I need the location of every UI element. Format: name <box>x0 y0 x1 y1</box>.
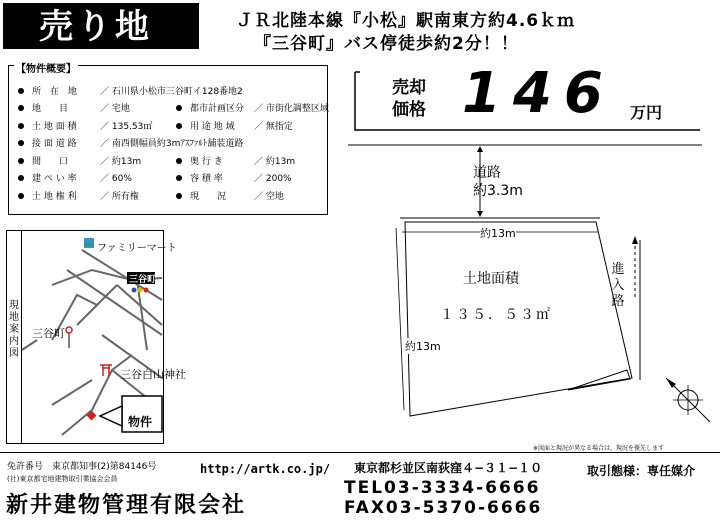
bullet-icon <box>176 193 182 199</box>
plot-diagram <box>340 70 720 455</box>
bullet-icon <box>18 175 24 181</box>
left-dimension: 約13m <box>405 340 441 353</box>
top-dimension: 約13m <box>480 227 516 240</box>
spec-label: 現 況 <box>190 192 227 202</box>
footer-transaction: 取引態様：専任媒介 <box>587 464 696 478</box>
footer-tel[interactable]: TEL03-3334-6666 <box>344 478 541 498</box>
family-mart-icon <box>84 238 94 248</box>
spec-value: ／ 市街化調整区域 <box>254 104 329 114</box>
area-label: 土地面積 <box>463 271 519 287</box>
traffic-signal-icon <box>132 288 149 293</box>
spec-value: ／ 石川県小松市三谷町イ128番地2 <box>100 87 243 97</box>
spec-label: 容 積 率 <box>190 174 223 184</box>
spec-row-right <box>176 101 329 114</box>
footer-fax: FAX03-5370-6666 <box>344 498 543 518</box>
footer-company: 新井建物管理有限会社 <box>6 493 247 518</box>
area-value: １３５．５３㎡ <box>440 307 552 323</box>
compass-icon <box>666 378 710 422</box>
spec-value: ／ 200% <box>254 174 292 184</box>
spec-value: ／ 所有権 <box>100 192 139 202</box>
spec-row-right <box>176 119 293 132</box>
spec-value: ／ 無指定 <box>254 122 293 132</box>
spec-label: 所 在 地 <box>32 87 78 97</box>
property-pointer <box>100 406 122 426</box>
footer-divider <box>0 452 720 453</box>
footer-address: 東京都杉並区南荻窪４−３１−１０ <box>354 461 543 475</box>
headline-station: ＪＲ北陸本線『小松』駅南東方約4.6ｋｍ <box>236 11 576 31</box>
bus-stop-icon <box>66 327 72 348</box>
spec-value: ／ 60% <box>100 174 132 184</box>
footer-url[interactable]: http://artk.co.jp/ <box>200 462 331 476</box>
bullet-icon <box>176 123 182 129</box>
spec-label: 用 途 地 域 <box>190 122 235 132</box>
footer-association: (社)東京都宅地建物取引業協会会員 <box>7 475 118 483</box>
spec-row <box>18 171 132 184</box>
footer-license: 免許番号 東京都知事(2)第84146号 <box>7 462 157 472</box>
bullet-icon <box>18 158 24 164</box>
header-badge-text: 売り地 <box>39 7 153 47</box>
spec-value: ／ 約13m <box>254 157 296 167</box>
spec-value: ／ 南西側幅員約3mｱｽﾌｧﾙﾄ舗装道路 <box>100 139 244 149</box>
spec-title: 【物件概要】 <box>14 60 78 75</box>
left-dim-line <box>396 228 404 410</box>
map-family-mart: ファミリーマート <box>97 243 177 254</box>
price-label-2: 価格 <box>392 100 426 120</box>
map-bus-stop-label: 三谷町 <box>32 327 65 340</box>
approach-road-arrow <box>632 236 638 300</box>
spec-row <box>18 189 139 202</box>
map-side-label: 現地案内図 <box>9 300 19 359</box>
spec-value: ／ 空地 <box>254 192 284 202</box>
bullet-icon <box>176 158 182 164</box>
map-shrine-label: 三谷白山神社 <box>120 368 186 381</box>
spec-row <box>18 84 243 97</box>
price-unit: 万円 <box>630 103 663 122</box>
bullet-icon <box>18 193 24 199</box>
spec-label: 土 地 面 積 <box>32 122 77 132</box>
spec-value: ／ 135.53㎡ <box>100 122 153 132</box>
spec-label: 都市計画区分 <box>190 104 245 114</box>
road-width: 約3.3m <box>473 183 523 199</box>
spec-row <box>18 119 152 132</box>
bullet-icon <box>176 105 182 111</box>
price-frame <box>355 72 700 130</box>
map-signal-label: 三谷町 <box>129 275 157 285</box>
plot-note: ※図面と現況が異なる場合は、現況を優先します <box>533 445 665 452</box>
spec-row <box>18 101 130 114</box>
spec-value: ／ 約13m <box>100 157 142 167</box>
spec-row <box>18 154 141 167</box>
header-badge <box>3 3 199 49</box>
spec-label: 奥 行 き <box>190 157 223 167</box>
spec-row-right <box>176 189 284 202</box>
bullet-icon <box>18 105 24 111</box>
bullet-icon <box>176 175 182 181</box>
bullet-icon <box>18 123 24 129</box>
spec-row-right <box>176 171 292 184</box>
spec-row <box>18 136 243 149</box>
spec-label: 土 地 権 利 <box>32 192 77 202</box>
headline-bus: 『三谷町』バス停徒歩約2分！！ <box>254 34 519 54</box>
spec-label: 地 目 <box>32 104 69 114</box>
spec-label: 接 面 道 路 <box>32 139 77 149</box>
spec-row-right <box>176 154 295 167</box>
price-amount: 146 <box>462 61 615 126</box>
map-property-label: 物件 <box>128 415 153 429</box>
bullet-icon <box>18 88 24 94</box>
price-label-1: 売却 <box>392 78 426 98</box>
approach-road-label: 進入路 <box>611 262 625 309</box>
spec-value: ／ 宅地 <box>100 104 130 114</box>
bullet-icon <box>18 140 24 146</box>
spec-label: 間 口 <box>32 157 69 167</box>
spec-label: 建 ぺ い 率 <box>32 174 77 184</box>
road-label: 道路 <box>473 165 501 181</box>
